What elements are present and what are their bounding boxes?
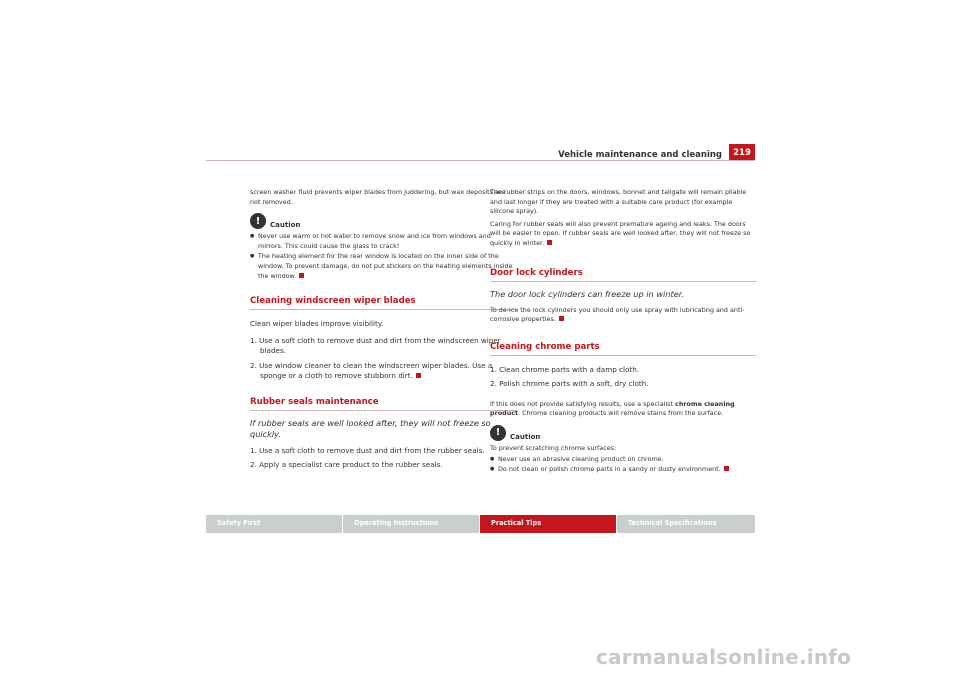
caution-bullet-text: The heating element for the rear window is located on the inner side of the window. To prevent damage, do not put stickers on the heating elements inside the window. — [258, 252, 513, 280]
chrome-text-before: If this does not provide satisfying results, use a specialist — [490, 399, 676, 408]
caution-bullet — [250, 252, 516, 281]
chrome-product-term: chrome cleaning product — [490, 399, 735, 418]
caution-bullet — [490, 455, 756, 465]
rubber-step-1: 1. Use a soft cloth to remove dust and dirt from the rubber seals. — [250, 445, 485, 455]
caution-heading — [490, 425, 756, 441]
caution-bullet-text: Never use an abrasive cleaning product on chrome. — [498, 454, 664, 463]
rubber-subtitle: If rubber seals are well looked after, they will not freeze so quickly. — [250, 417, 491, 439]
wiper-step-2 — [250, 361, 516, 382]
left-column — [250, 188, 516, 475]
end-of-section-icon — [547, 240, 552, 245]
rubber-text-1: The rubber strips on the doors, windows, bonnet and tailgate will remain pliable and last longer if they are treated with a suitable care product (for example silicone spray). — [490, 188, 747, 216]
page-number: 219 — [729, 144, 755, 161]
footer-tab-technical-specifications[interactable]: Technical Specifications — [617, 515, 755, 533]
chrome-text-after: . Chrome cleaning products will remove stains from the surface. — [518, 409, 724, 418]
running-header-title: Vehicle maintenance and cleaning — [558, 150, 722, 160]
end-of-section-icon — [724, 466, 729, 471]
intro-text: screen washer fluid prevents wiper blades from juddering, but wax deposits are not removed. — [250, 188, 506, 206]
caution-exclamation-icon: ! — [490, 425, 506, 441]
rubber-text-2-span: Caring for rubber seals will also prevent premature ageing and leaks. The doors will be easier to open. If rubber seals are well looked after, they will not freeze so quickly in winter. — [490, 219, 751, 247]
caution-heading — [250, 213, 516, 229]
chrome-text — [490, 400, 756, 419]
caution-bullet — [250, 232, 516, 251]
caution-bullet-text: Never use warm or hot water to remove snow and ice from windows and mirrors. This could cause the glass to crack! — [258, 232, 491, 250]
footer-tab-operating-instructions[interactable]: Operating Instructions — [343, 515, 479, 533]
caution-label: Caution — [270, 221, 301, 230]
wiper-intro: Clean wiper blades improve visibility. — [250, 319, 384, 329]
section-title-lock: Door lock cylinders — [490, 268, 756, 282]
end-of-section-icon — [559, 316, 564, 321]
header-rule — [206, 160, 755, 161]
section-title-rubber: Rubber seals maintenance — [250, 397, 516, 411]
caution-exclamation-icon: ! — [250, 213, 266, 229]
section-title-chrome: Cleaning chrome parts — [490, 342, 756, 356]
lock-text-span: To de-ice the lock cylinders you should only use spray with lubricating and anti-corrosive properties. — [490, 305, 745, 324]
lock-subtitle: The door lock cylinders can freeze up in winter. — [490, 288, 684, 299]
chrome-caution-intro: To prevent scratching chrome surfaces: — [490, 443, 617, 452]
caution-bullet — [490, 465, 756, 475]
rubber-text-2 — [490, 220, 756, 249]
end-of-section-icon — [299, 273, 304, 278]
section-title-wiper: Cleaning windscreen wiper blades — [250, 296, 516, 310]
wiper-step-2-text: 2. Use window cleaner to clean the windscreen wiper blades. Use a sponge or a cloth to remove stubborn dirt. — [250, 360, 493, 381]
watermark-text: carmanualsonline.info — [596, 645, 852, 669]
chrome-step-1: 1. Clean chrome parts with a damp cloth. — [490, 364, 640, 374]
caution-label: Caution — [510, 432, 541, 441]
right-column — [490, 188, 756, 476]
chrome-step-2: 2. Polish chrome parts with a soft, dry cloth. — [490, 379, 649, 389]
footer-tab-safety-first[interactable]: Safety First — [206, 515, 342, 533]
rubber-step-2: 2. Apply a specialist care product to the rubber seals. — [250, 460, 443, 470]
caution-bullet-text: Do not clean or polish chrome parts in a sandy or dusty environment. — [498, 465, 721, 474]
footer-tab-practical-tips[interactable]: Practical Tips — [480, 515, 616, 533]
lock-text — [490, 306, 756, 325]
wiper-step-1: 1. Use a soft cloth to remove dust and dirt from the windscreen wiper blades. — [250, 335, 501, 356]
end-of-section-icon — [416, 373, 421, 378]
